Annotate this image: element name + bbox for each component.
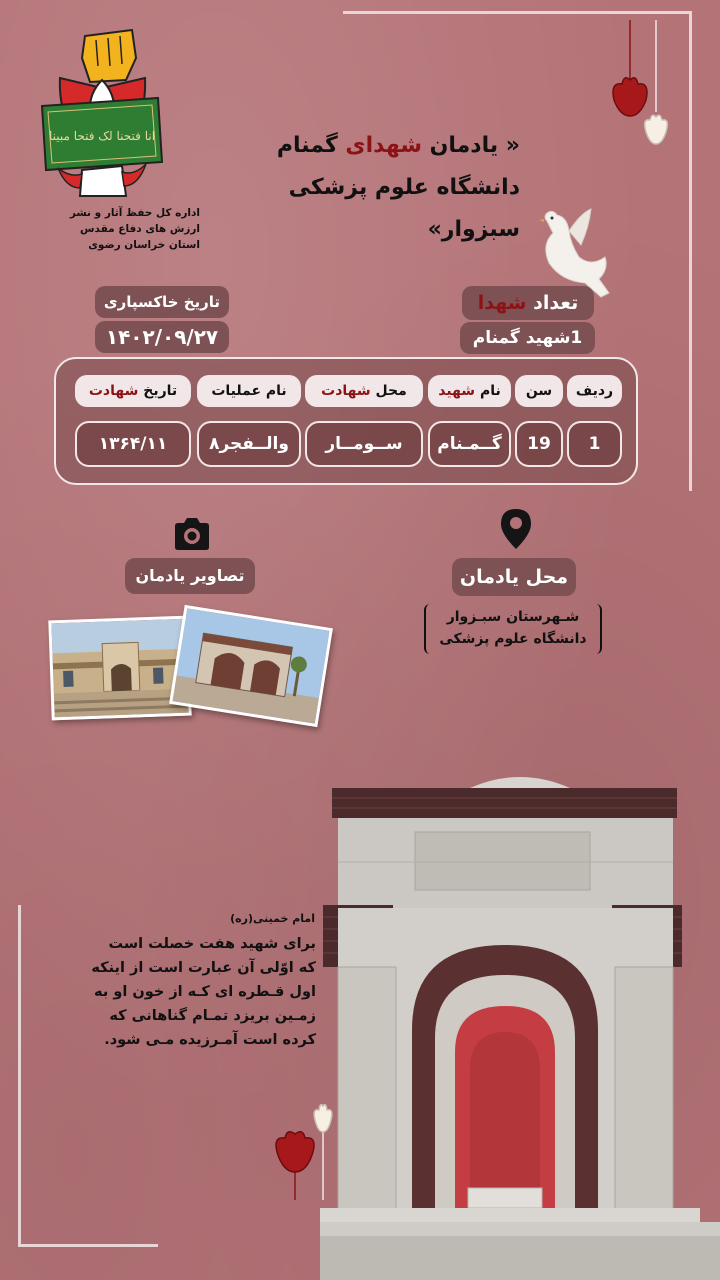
location-line: شـهرستان سبـزوار [446, 609, 580, 625]
quote-text [62, 932, 316, 1052]
title-line-1 [190, 125, 520, 167]
burial-date-value: ۱۴۰۲/۰۹/۲۷ [95, 321, 229, 353]
tulip-icon [613, 78, 647, 116]
memorial-photo-image [173, 608, 330, 723]
header-text: تاریخ [138, 383, 178, 399]
table-header-name [428, 375, 511, 407]
table-header-row: ردیف [567, 375, 622, 407]
memorial-photo-image [51, 619, 188, 718]
label-highlight: شهدا [477, 292, 527, 314]
tulip-icon [314, 1105, 332, 1132]
header-text: نام [475, 383, 501, 399]
organization-emblem-logo [40, 28, 165, 198]
page-title [190, 125, 520, 251]
memorial-location-label: محل یادمان [452, 558, 576, 596]
header-highlight: شهادت [321, 383, 371, 399]
hanging-tulips-decoration [600, 20, 680, 150]
header-highlight: شهید [438, 383, 476, 399]
location-line: دانشگاه علوم پزشکی [439, 631, 587, 647]
header-text: محل [370, 383, 407, 399]
title-line-2: دانشگاه علوم پزشکی سبزوار» [288, 175, 520, 242]
table-cell-operation: والــفجر۸ [197, 421, 301, 467]
memorial-monument-image [320, 770, 720, 1280]
memorial-photo[interactable] [48, 616, 191, 721]
table-cell-name: گــمـنام [428, 421, 511, 467]
frame-line-right [689, 11, 692, 491]
label-text: تعداد [526, 292, 579, 314]
frame-line-left [18, 905, 21, 1245]
title-text: گمنام [276, 133, 346, 158]
martyr-count-label [462, 286, 594, 320]
organization-name [30, 205, 200, 253]
memorial-photos-label: تصاویر یادمان [125, 558, 255, 594]
emblem-calligraphy-text: انا فتحنا لک فتحا مبینا [48, 129, 156, 143]
quote-line: برای شهید هفت خصلت است [108, 936, 316, 952]
camera-icon [172, 516, 212, 552]
title-text: « یادمان [421, 133, 520, 158]
martyr-count-value: 1شهید گمنام [460, 322, 595, 354]
table-header-date [75, 375, 191, 407]
quote-line: اول قـطره ای کـه از خون او به [94, 984, 316, 1000]
quote-source: امام خمینی(ره) [230, 912, 315, 925]
frame-line-top [343, 11, 692, 14]
quote-line: که اوّلی آن عبارت است از اینکه [91, 960, 316, 976]
quote-line: زمـین بریزد تمـام گناهانی که [109, 1008, 316, 1024]
memorial-location-text [424, 604, 602, 654]
header-highlight: شهادت [88, 383, 139, 399]
table-header-age: سن [515, 375, 563, 407]
table-header-operation: نام عملیات [197, 375, 301, 407]
tulip-icon [276, 1132, 314, 1172]
table-cell-date: ۱۳۶۴/۱۱ [75, 421, 191, 467]
frame-line-bottom [18, 1244, 158, 1247]
tulip-icon [645, 115, 668, 144]
table-cell-row: 1 [567, 421, 622, 467]
organization-line: استان خراسان رضوی [88, 239, 200, 251]
organization-line: اداره کل حفظ آثار و نشر [69, 207, 200, 219]
location-pin-icon [498, 508, 534, 550]
memorial-photo[interactable] [169, 605, 333, 727]
bottom-tulips-decoration [265, 1100, 340, 1200]
table-header-place [305, 375, 423, 407]
table-cell-place: ســومــار [305, 421, 423, 467]
quote-line: کرده است آمـرزیده مـی شود. [104, 1032, 316, 1048]
burial-date-label: تاریخ خاکسپاری [95, 286, 229, 318]
title-highlight: شهدای [345, 133, 422, 158]
table-cell-age: 19 [515, 421, 563, 467]
organization-line: ارزش های دفاع مقدس [80, 223, 200, 235]
